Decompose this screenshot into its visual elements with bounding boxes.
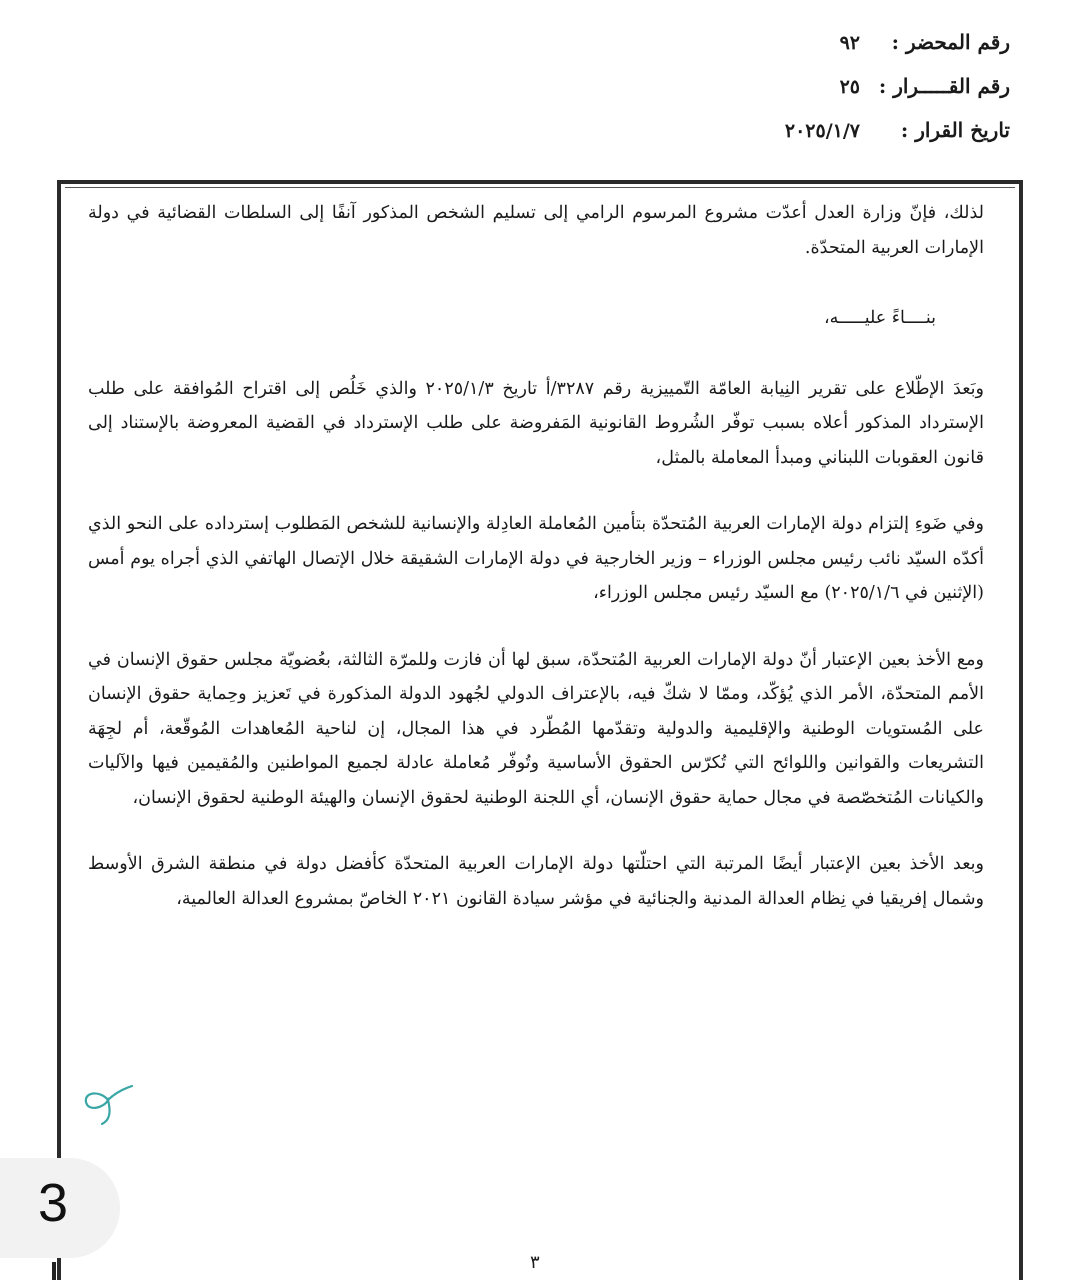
record-number-row	[785, 30, 1010, 74]
page-number: ٣	[530, 1252, 540, 1273]
margin-mark	[52, 1262, 56, 1280]
signature-initial	[78, 1082, 138, 1130]
record-number-value: ٩٢	[839, 32, 860, 54]
paragraph-therefore: لذلك، فإنّ وزارة العدل أعدّت مشروع المرسوم الرامي إلى تسليم الشخص المذكور آنفًا إلى السلطات القضائية في دولة الإمارات العربية المتحدّة.	[88, 203, 984, 258]
paragraph-human-rights-council: ومع الأخذ بعين الإعتبار أنّ دولة الإمارات العربية المُتحدّة، سبق لها أن فازت وللمرّة الثالثة، بعُضويّة مجلس حقوق الإنسان في الأمم المتحدّة، الأمر الذي يُؤكّد، وممّا لا شكّ فيه، بالإعتراف الدولي لجُهود الدولة المذكورة في تَعزيز وحِماية حقوق الإنسان على المُستويات الوطنية والإقليمية والدولية وتقدّمها المُطّرد في هذا المجال، إن لناحية المُعاهدات المُوقّعة، أم لجِهَة التشريعات والقوانين واللوائح التي تُكرّس الحقوق الأساسية وتُوفّر مُعاملة عادلة لجميع المواطنين والمُقيمين فيها والآليات والكيانات المُتخصّصة في مجال حماية حقوق الإنسان، أي اللجنة الوطنية لحقوق الإنسان والهيئة الوطنية لحقوق الإنسان،	[88, 649, 984, 808]
decision-number-label: رقم القـــــرار :	[878, 74, 1010, 98]
decision-number-row	[785, 74, 1010, 118]
document-body	[88, 196, 984, 916]
decision-number-value: ٢٥	[839, 76, 860, 98]
paragraph-uae-commitment: وفي ضَوءِ إلتزام دولة الإمارات العربية المُتحدّة بتأمين المُعاملة العادِلة والإنسانية للشخص المَطلوب إسترداده على النحو الذي أكدّه السيّد نائب رئيس مجلس الوزراء – وزير الخارجية في دولة الإمارات الشقيقة خلال الإتصال الهاتفي الذي أجراه يوم أمس (الإثنين في ٢٠٢٥/١/٦) مع السيّد رئيس مجلس الوزراء،	[88, 514, 984, 603]
document-header	[785, 30, 1010, 162]
decision-date-label: تاريخ القرار :	[900, 118, 1010, 142]
paragraph-rule-of-law-index: وبعد الأخذ بعين الإعتبار أيضًا المرتبة التي احتلّتها دولة الإمارات العربية المتحدّة كأفضل دولة في منطقة الشرق الأوسط وشمال إفريقيا في نِظام العدالة المدنية والجنائية في مؤشر سيادة القانون ٢٠٢١ الخاصّ بمشروع العدالة العالمية،	[88, 854, 984, 909]
page-badge	[0, 1158, 120, 1258]
decision-date-value: ٢٠٢٥/١/٧	[784, 120, 860, 142]
decision-date-row	[785, 118, 1010, 162]
paragraph-prosecution-report: وبَعدَ الإطّلاع على تقرير النِيابة العامّة التّمييزية رقم ٣٢٨٧/أ تاريخ ٢٠٢٥/١/٣ والذي خَلُص إلى اقتراح المُوافقة على طلب الإسترداد المذكور أعلاه بسبب توفّر الشُروط القانونية المَفروضة على طلب الإسترداد في القضية المعروضة بالإستناد إلى قانون العقوبات اللبناني ومبدأ المعاملة بالمثل،	[88, 378, 984, 468]
record-number-label: رقم المحضر :	[891, 30, 1010, 54]
page-badge-number: 3	[38, 1173, 69, 1233]
paragraph-accordingly: بنــــاءً عليـــــه،	[824, 308, 936, 328]
frame-inner-line	[65, 187, 1015, 188]
